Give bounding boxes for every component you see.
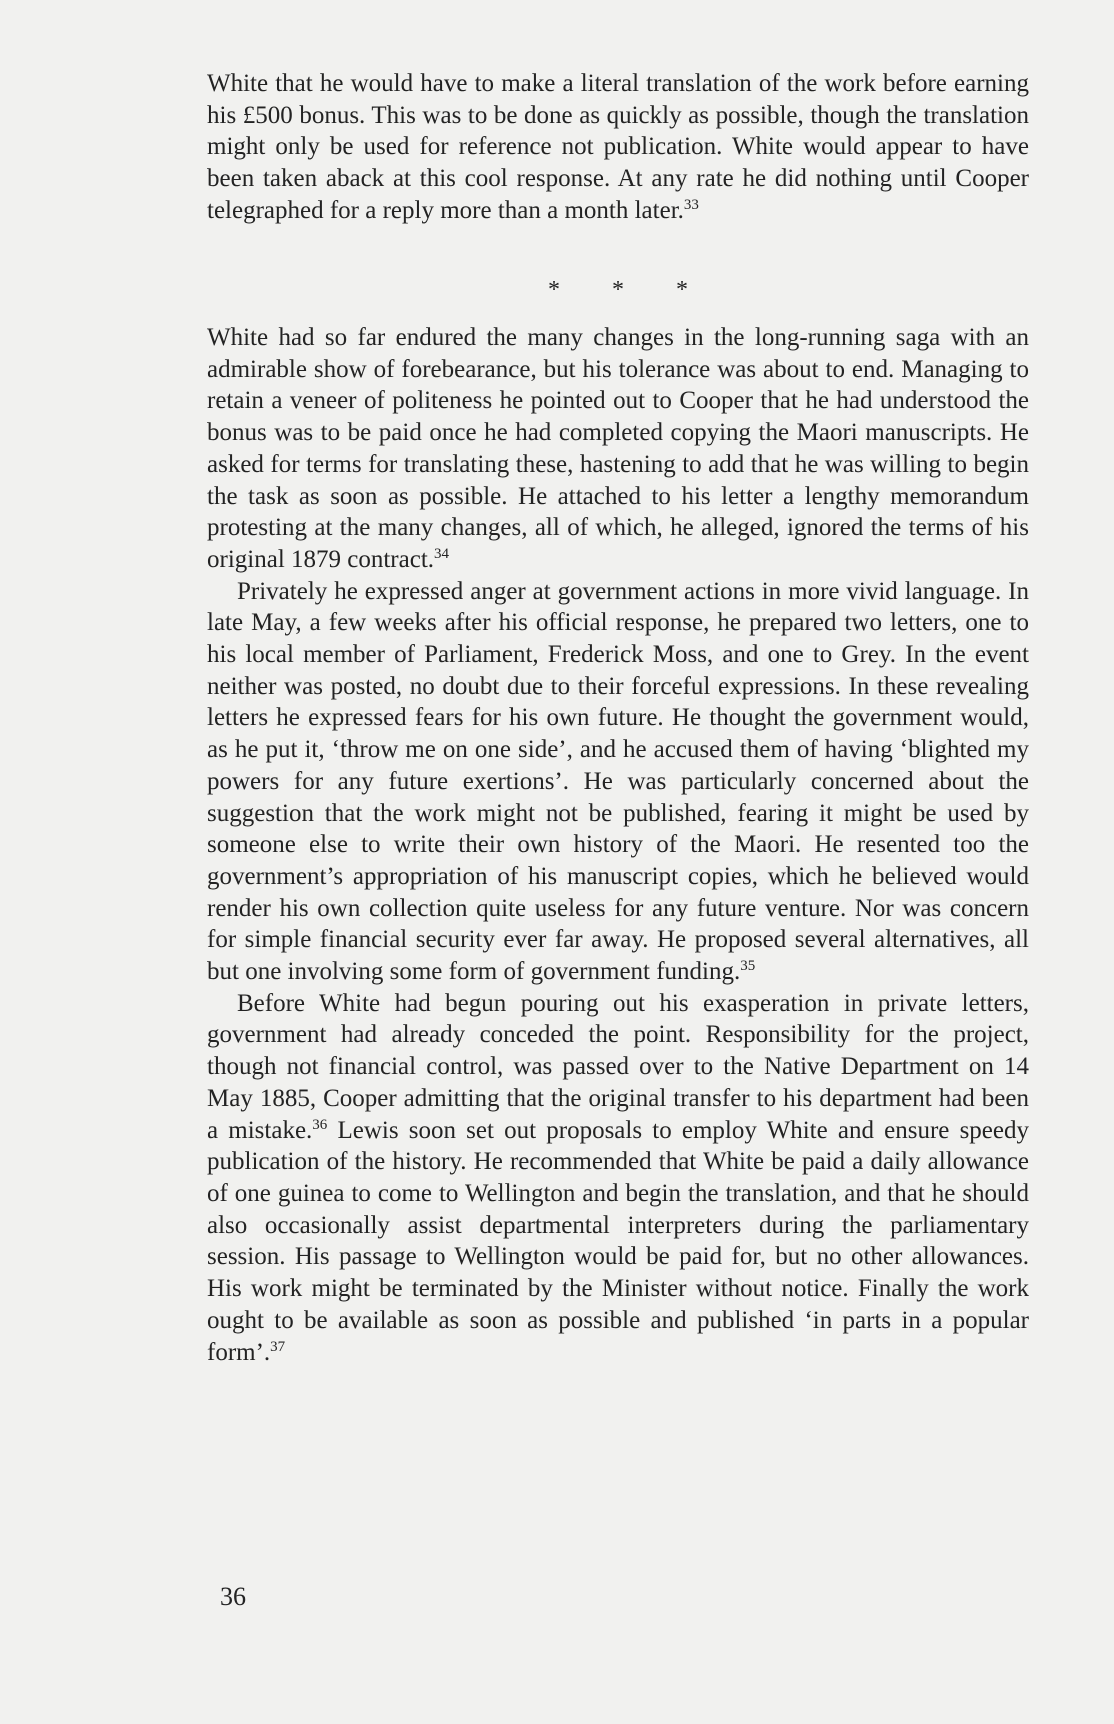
footnote-ref-34: 34 <box>434 545 450 562</box>
footnote-ref-36: 36 <box>312 1116 328 1133</box>
paragraph-4-text-a: Before White had begun pouring out his exasperation in private letters, government had already conceded the point. Responsibility for the project, though not financial control, was passed over to the Native Department on 14 May 1885, Cooper admitting that the original transfer to his department had been a mistake. <box>207 989 1029 1144</box>
section-break-asterisk-3: * <box>676 277 688 303</box>
paragraph-1 <box>207 68 1029 227</box>
section-break <box>207 277 1029 304</box>
paragraph-4-text-b: Lewis soon set out proposals to employ White and ensure speedy publication of the history. He recommended that White be paid a daily allowance of one guinea to come to Wellington and begin the translation, and that he should also occasionally assist departmental interpreters during the parliamentary session. His passage to Wellington would be paid for, but no other allowances. His work might be terminated by the Minister without notice. Finally the work ought to be available as soon as possible and published ‘in parts in a popular form’. <box>207 1116 1029 1366</box>
paragraph-1-text: White that he would have to make a literal translation of the work before earning his £500 bonus. This was to be done as quickly as possible, though the translation might only be used for reference not publication. White would appear to have been taken aback at this cool response. At any rate he did nothing until Cooper telegraphed for a reply more than a month later. <box>207 70 1029 224</box>
paragraph-2-text: White had so far endured the many changes in the long-running saga with an admirable show of forebearance, but his tolerance was about to end. Managing to retain a veneer of politeness he pointed out to Cooper that he had understood the bonus was to be paid once he had completed copying the Maori manuscripts. He asked for terms for translating these, hastening to add that he was willing to begin the task as soon as possible. He attached to his letter a lengthy memorandum protesting at the many changes, all of which, he alleged, ignored the terms of his original 1879 contract. <box>207 324 1029 573</box>
text-block-main <box>207 322 1029 1368</box>
page-number: 36 <box>220 1582 246 1611</box>
paragraph-3-text: Privately he expressed anger at government actions in more vivid language. In late May, a few weeks after his official response, he prepared two letters, one to his local member of Parliament, Frederick Moss, and one to Grey. In the event neither was posted, no doubt due to their forceful expressions. In these revealing letters he expressed fears for his own future. He thought the government would, as he put it, ‘throw me on one side’, and he accused them of having ‘blighted my powers for any future exertions’. He was particularly concerned about the suggestion that the work might not be published, fearing it might be used by someone else to write their own history of the Maori. He resented too the government’s appropriation of his manuscript copies, which he believed would render his own collection quite useless for any future venture. Nor was concern for simple financial security ever far away. He proposed several alternatives, all but one involving some form of government funding. <box>207 577 1029 986</box>
section-break-asterisk-2: * <box>612 277 624 303</box>
footnote-ref-33: 33 <box>683 196 699 213</box>
paragraph-3 <box>207 576 1029 988</box>
text-block-top <box>207 68 1029 227</box>
footnote-ref-37: 37 <box>270 1338 286 1355</box>
section-break-asterisk-1: * <box>548 277 560 303</box>
paragraph-4 <box>207 988 1029 1368</box>
paragraph-2 <box>207 322 1029 576</box>
footnote-ref-35: 35 <box>740 958 756 975</box>
